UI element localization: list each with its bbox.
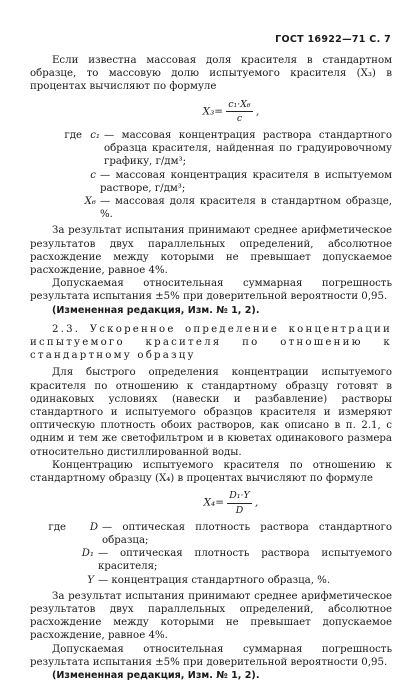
revision-note: (Измененная редакция, Изм. № 1, 2). xyxy=(52,304,260,316)
paragraph-error: Допускаемая относительная суммарная погрешность результата испытания ±5% при доверительной вероятности 0,95. xyxy=(30,278,392,303)
definition-text: — концентрация стандартного образца, %. xyxy=(98,574,331,586)
definition-text: — массовая концентрация раствора стандартного образца красителя, найденная по градуировочному графику, г/дм³; xyxy=(104,130,392,168)
formula-x4-numerator: D₁·Y xyxy=(227,489,251,503)
definition-row xyxy=(30,129,392,169)
paragraph-error-2: Допускаемая относительная суммарная погрешность результата испытания ±5% при доверительной вероятности 0,95. xyxy=(30,643,392,668)
definition-row xyxy=(30,547,392,573)
definitions-x4 xyxy=(30,521,392,587)
formula-x3-fraction xyxy=(226,98,252,125)
definition-text: — массовая доля красителя в стандартном образце, %. xyxy=(100,196,392,221)
formula-x4 xyxy=(70,489,392,516)
paragraph-intro: Если известна массовая доля красителя в стандартном образце, то массовую долю испытуемого красителя (X₃) в процентах вычисляют по формуле xyxy=(30,55,392,93)
definitions-x3 xyxy=(30,129,392,221)
section-heading: 2.3. Ускоренное определение концентрации испытуемого красителя по отношению к стандартному образцу xyxy=(30,323,392,362)
formula-x3-numerator: c₁·X₆ xyxy=(226,98,252,112)
definition-row xyxy=(30,169,392,195)
where-label: где xyxy=(48,521,66,533)
formula-x3-lhs: X₃= xyxy=(202,105,223,118)
definition-row xyxy=(30,521,392,547)
definition-symbol: D xyxy=(89,521,98,533)
paragraph-formula-intro: Концентрацию испытуемого красителя по отношению к стандартному образцу (X₄) в процентах вычисляют по формуле xyxy=(30,459,392,485)
formula-x4-lhs: X₄= xyxy=(203,497,224,509)
definition-symbol: D₁ xyxy=(81,548,94,560)
where-label: где xyxy=(64,130,82,142)
formula-x4-denominator: D xyxy=(235,504,244,516)
definition-symbol: X₆ xyxy=(84,196,96,208)
paragraph-method: Для быстрого определения концентрации испытуемого красителя по отношению к стандартному образцу готовят в одинаковых условиях (навески и разбавление) растворы стандартного и испытуемого образцов красителя и измеряют оптическую плотность обоих растворов, как описано в п. 2.1, с одним и тем же светофильтром и в кюветах одинакового размера относительно дистиллированной воды. xyxy=(30,367,392,458)
formula-x4-fraction xyxy=(227,489,251,516)
document-body xyxy=(30,54,392,682)
paragraph-result-2: За результат испытания принимают среднее арифметическое результатов двух параллельных определений, абсолютное расхождение между которыми не превышает допускаемое расхождение, равное 4%. xyxy=(30,590,392,642)
definition-symbol: Y xyxy=(87,574,94,586)
revision-note-2: (Измененная редакция, Изм. № 1, 2). xyxy=(52,669,260,681)
definition-symbol: c xyxy=(90,169,96,181)
formula-x3-denominator: c xyxy=(236,112,243,124)
definition-text: — оптическая плотность раствора стандартного образца; xyxy=(102,521,392,546)
formula-x4-tail: , xyxy=(255,497,259,509)
definition-row xyxy=(30,195,392,221)
definition-symbol: c₁ xyxy=(90,130,100,142)
definition-text: — оптическая плотность раствора испытуемого красителя; xyxy=(98,548,392,573)
formula-x3-tail: , xyxy=(256,105,260,118)
definition-text: — массовая концентрация красителя в испытуемом растворе, г/дм³; xyxy=(100,169,392,194)
paragraph-result: За результат испытания принимают среднее арифметическое результатов двух параллельных определений, абсолютное расхождение между которыми не превышает допускаемое расхождение, равное 4%. xyxy=(30,225,392,277)
definition-row xyxy=(30,574,392,587)
formula-x3 xyxy=(70,98,392,125)
page-header: ГОСТ 16922—71 С. 7 xyxy=(275,34,391,45)
